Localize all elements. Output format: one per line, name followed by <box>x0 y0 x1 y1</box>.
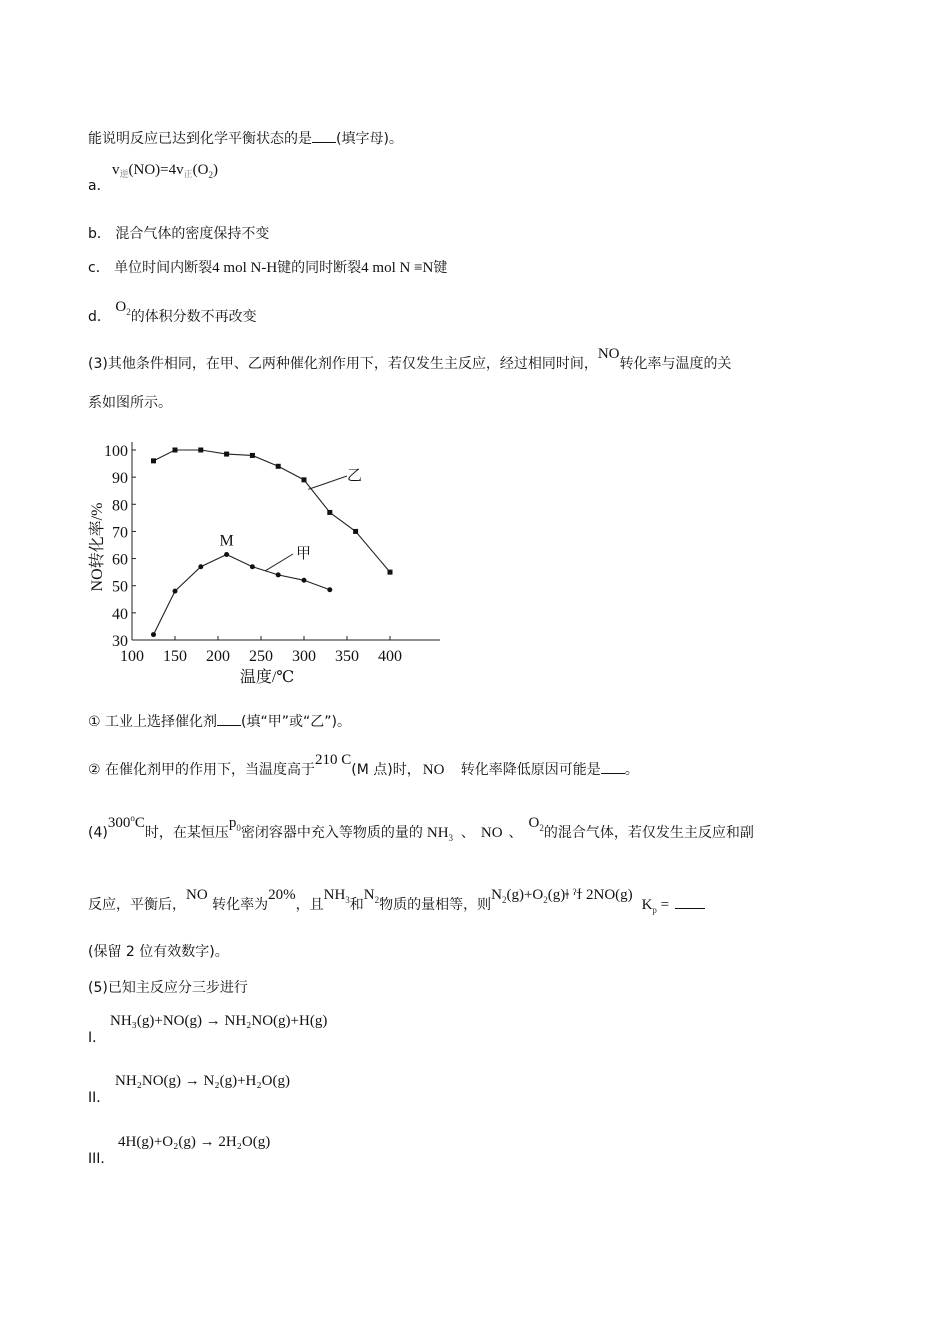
x-tick-label: 350 <box>335 648 359 665</box>
y-tick-label: 90 <box>112 470 128 488</box>
q3-sub2-t2: (M 点)时， <box>351 762 421 778</box>
y-tick-label: 40 <box>112 605 128 623</box>
y-tick-label: 50 <box>112 578 128 596</box>
q5-step2-label: II． <box>88 1090 111 1106</box>
option-d-label: d． <box>88 309 111 325</box>
q3-line1-formula: NO <box>597 346 620 362</box>
q4-nh3 <box>427 823 453 844</box>
series-label-leader <box>308 476 347 489</box>
q4-eq-b: (g)+O <box>506 887 544 903</box>
q4-n2-sub: 2 <box>374 895 380 905</box>
option-c-f1: 4 mol N-H <box>212 260 278 276</box>
option-b-label: b． <box>88 226 111 242</box>
data-point-square <box>224 452 229 457</box>
data-point-square <box>173 448 178 453</box>
option-c-label: c． <box>88 260 110 276</box>
q4-o2-text: O <box>528 815 540 831</box>
q3-sub2-temp: 210 C <box>315 752 352 768</box>
option-c-t1: 单位时间内断裂 <box>114 260 213 276</box>
q2-stem-text: 能说明反应已达到化学平衡状态的是 <box>88 131 312 147</box>
q4-line2 <box>88 887 705 916</box>
q3-sub1-text: 工业上选择催化剂 <box>105 714 218 730</box>
option-c-t2: 键的同时断裂 <box>277 260 362 276</box>
option-d <box>88 299 257 328</box>
y-tick-label: 80 <box>112 497 128 515</box>
q5-step1-equation: NH₃(g)+NO(g) → NH₂NO(g)+H(g) <box>110 1013 328 1029</box>
q4-eq-c: (g)ǂ ˀϯ 2NO(g) <box>547 887 633 903</box>
answer-blank[interactable] <box>312 128 336 143</box>
option-d-text: 的体积分数不再改变 <box>130 309 257 325</box>
data-point-circle <box>198 564 203 569</box>
option-a-sub-2: 2 <box>208 170 213 180</box>
series-line-1 <box>154 555 330 635</box>
data-point-square <box>353 529 358 534</box>
q4-no: NO <box>480 825 503 841</box>
q4-kp <box>642 897 670 913</box>
data-point-square <box>151 458 156 463</box>
q4-nh3-text: NH <box>426 825 449 841</box>
x-tick-label: 100 <box>120 648 144 665</box>
answer-blank[interactable] <box>675 894 705 909</box>
answer-blank[interactable] <box>601 759 625 774</box>
q3-line1 <box>88 346 732 374</box>
q4-no2: NO <box>186 887 208 903</box>
q3-line2 <box>88 393 172 413</box>
option-d-sub: 2 <box>126 307 131 317</box>
x-tick-label: 300 <box>292 648 316 665</box>
option-a-formula <box>112 160 218 181</box>
y-tick-label: 30 <box>112 633 128 650</box>
data-point-circle <box>151 632 156 637</box>
q4-tail <box>88 942 229 962</box>
q5-step3-label: III． <box>88 1151 115 1167</box>
q4-nh3-sub: 3 <box>448 833 454 843</box>
x-tick-label: 250 <box>249 648 273 665</box>
q4-line1 <box>88 813 754 844</box>
q4-t1: 时，在某恒压 <box>144 825 229 841</box>
q4-kp-sub: p <box>652 905 657 915</box>
q4-percent: 20% <box>268 887 296 903</box>
option-d-o: O <box>115 299 127 315</box>
annotation-label: M <box>219 532 234 550</box>
conversion-temperature-chart <box>85 430 455 690</box>
q4-label: (4) <box>88 825 108 841</box>
q4-eq-a: N <box>491 887 502 903</box>
data-point-square <box>198 448 203 453</box>
option-c <box>88 258 447 278</box>
q4-nh3b-text: NH <box>323 887 346 903</box>
q4-sep2: 、 <box>508 825 523 841</box>
q5-step1-label: I． <box>88 1030 107 1046</box>
x-axis-label: 温度/℃ <box>239 669 295 686</box>
x-tick-label: 200 <box>206 648 230 665</box>
q5-step3-equation: 4H(g)+O₂(g) → 2H₂O(g) <box>118 1134 271 1150</box>
q4-p: p <box>228 815 237 831</box>
data-point-circle <box>250 564 255 569</box>
q4-n2 <box>364 887 379 903</box>
q3-sub2-label: ② <box>88 762 101 778</box>
q4-temp <box>108 815 145 831</box>
q4-t4: 反应，平衡后， <box>88 897 186 913</box>
q4-celsius: C <box>134 815 145 831</box>
q4-kp-k: K <box>641 897 653 913</box>
data-point-square <box>276 464 281 469</box>
q4-temp-value: 300 <box>107 815 131 831</box>
q4-o2 <box>529 815 544 831</box>
option-c-f2: 4 mol N ≡N <box>361 260 434 276</box>
q4-t5: 转化率为 <box>212 897 269 913</box>
option-a-end: ) <box>212 162 218 178</box>
q4-t7: 和 <box>349 897 364 913</box>
q4-n2-text: N <box>363 887 375 903</box>
option-a-sub-forward: 正 <box>183 169 193 179</box>
data-point-circle <box>224 552 229 557</box>
q4-t2: 密闭容器中充入等物质的量的 <box>240 825 423 841</box>
q3-line1-pre: (3)其他条件相同，在甲、乙两种催化剂作用下，若仅发生主反应，经过相同时间， <box>88 356 598 372</box>
q4-nh3b-sub: 3 <box>345 895 350 905</box>
option-a-mid: (NO)=4v <box>128 162 184 178</box>
option-a-post: (O <box>192 162 209 178</box>
data-point-circle <box>302 578 307 583</box>
answer-blank[interactable] <box>217 711 241 726</box>
q5-intro <box>88 978 248 998</box>
q4-nh3b <box>324 887 350 903</box>
x-tick-label: 400 <box>378 648 402 665</box>
q4-degree: o <box>130 813 135 823</box>
q4-pressure <box>229 815 241 831</box>
option-a <box>88 176 111 196</box>
q4-equation <box>491 887 633 903</box>
q4-kp-eq: = <box>660 897 670 913</box>
option-a-v: v <box>112 162 120 178</box>
y-tick-label: 100 <box>104 443 128 460</box>
series-label-leader <box>265 554 293 571</box>
q4-t3: 的混合气体，若仅发生主反应和副 <box>543 825 754 841</box>
q4-sep1: 、 <box>460 825 475 841</box>
option-a-sub-reverse: 逆 <box>119 169 129 179</box>
q4-eq-b-sub: 2 <box>543 895 548 905</box>
q4-o2-sub: 2 <box>539 823 544 833</box>
q3-sub2-t3: 转化率降低原因可能是 <box>460 762 601 778</box>
data-point-square <box>327 510 332 515</box>
data-point-circle <box>173 589 178 594</box>
q4-t6: ，且 <box>295 897 324 913</box>
option-c-t3: 键 <box>433 260 448 276</box>
y-axis-label: NO转化率/% <box>89 502 106 592</box>
q4-eq-a-sub: 2 <box>501 895 507 905</box>
q3-sub1-tail: (填“甲”或“乙”)。 <box>241 714 351 730</box>
q2-stem-tail: (填字母)。 <box>336 131 403 147</box>
data-point-circle <box>276 572 281 577</box>
series-label: 乙 <box>347 468 363 484</box>
option-b <box>88 224 269 244</box>
data-point-square <box>250 453 255 458</box>
q5-step2-equation: NH₂NO(g) → N₂(g)+H₂O(g) <box>115 1073 290 1089</box>
series-label: 甲 <box>296 546 312 562</box>
q3-sub2-tail: 。 <box>624 762 639 778</box>
option-b-text: 混合气体的密度保持不变 <box>115 226 270 242</box>
option-a-label: a． <box>88 178 111 194</box>
data-point-square <box>302 477 307 482</box>
option-d-formula <box>115 299 130 315</box>
q4-p-sub: 0 <box>236 823 241 833</box>
data-point-circle <box>327 587 332 592</box>
q3-sub2 <box>88 752 639 780</box>
q3-line2-text: 系如图所示。 <box>88 395 172 411</box>
q3-sub1-label: ① <box>88 714 101 730</box>
y-tick-label: 70 <box>112 524 128 542</box>
x-tick-label: 150 <box>163 648 187 665</box>
y-tick-label: 60 <box>112 551 128 569</box>
data-point-square <box>388 570 393 575</box>
q3-sub2-no: NO <box>422 762 445 778</box>
q4-t8: 物质的量相等，则 <box>379 897 492 913</box>
q3-sub1 <box>88 711 351 732</box>
q3-sub2-t1: 在催化剂甲的作用下，当温度高于 <box>105 762 316 778</box>
q5-intro-text: (5)已知主反应分三步进行 <box>88 980 248 996</box>
q4-tail-text: (保留 2 位有效数字)。 <box>88 944 229 960</box>
q3-line1-post: 转化率与温度的关 <box>619 356 732 372</box>
q2-stem <box>88 128 403 149</box>
